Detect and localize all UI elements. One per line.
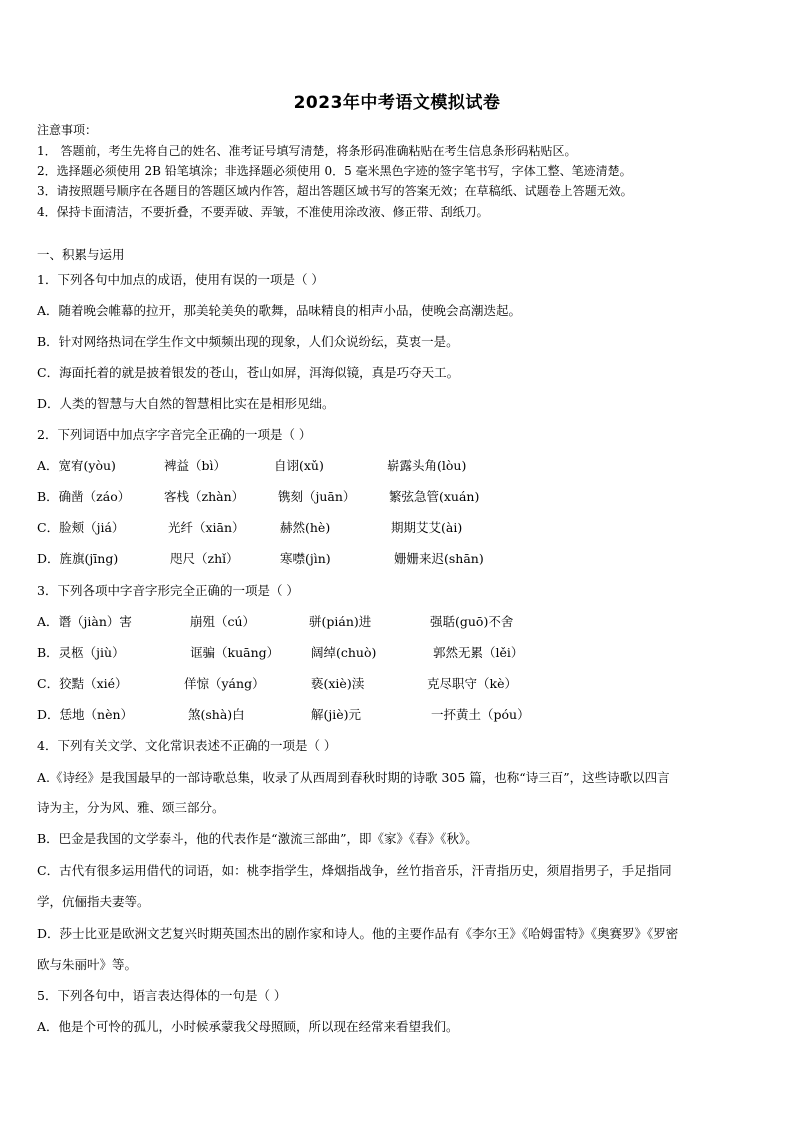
q2-d-word-3: 寒噤(jìn): [280, 551, 331, 566]
q2-a-word-3: 自诩(xǔ): [274, 458, 324, 473]
q2-a-word-1: A．宽宥(yòu): [37, 458, 116, 473]
notice-item-3: 3．请按照题号顺序在各题目的答题区域内作答，超出答题区域书写的答案无效；在草稿纸、试题卷上答题无效。: [37, 184, 633, 198]
q3-d-word-2: 煞(shà)白: [188, 707, 245, 722]
q3-d-word-1: D．恁地（nèn）: [37, 707, 134, 722]
q2-b-word-2: 客栈（zhàn）: [164, 489, 245, 504]
q1-option-a: A．随着晚会帷幕的拉开，那美轮美奂的歌舞，品味精良的相声小品，使晚会高潮迭起。: [37, 303, 522, 318]
q2-stem: 2．下列词语中加点字字音完全正确的一项是（ ）: [37, 427, 312, 442]
q3-c-word-3: 亵(xiè)渎: [311, 676, 365, 691]
q4-option-d-line-1: D．莎士比亚是欧洲文艺复兴时期英国杰出的剧作家和诗人。他的主要作品有《李尔王》《哈姆雷特》《奥赛罗》《罗密: [37, 926, 679, 941]
q3-b-word-3: 阔绰(chuò): [311, 645, 377, 660]
q3-b-word-2: 诓骗（kuāng）: [190, 645, 280, 660]
q3-d-word-4: 一抔黄土（póu）: [431, 707, 530, 722]
q2-c-word-3: 赫然(hè): [280, 520, 331, 535]
q4-option-c-line-2: 学，伉俪指夫妻等。: [37, 894, 150, 909]
q3-stem: 3．下列各项中字音字形完全正确的一项是（ ）: [37, 583, 299, 598]
q3-a-word-2: 崩殂（cú）: [190, 614, 256, 629]
notice-item-2: 2．选择题必须使用 2B 铅笔填涂；非选择题必须使用 0．5 毫米黑色字迹的签字笔书写，字体工整、笔迹清楚。: [37, 164, 632, 178]
q2-a-word-4: 崭露头角(lòu): [387, 458, 467, 473]
q3-b-word-4: 郭然无累（lěi）: [433, 645, 524, 660]
q3-a-word-4: 强聒(guō)不舍: [430, 614, 514, 629]
q2-a-word-2: 裨益（bì）: [164, 458, 226, 473]
q5-option-a: A．他是个可怜的孤儿，小时候承蒙我父母照顾，所以现在经常来看望我们。: [37, 1019, 459, 1034]
q3-a-word-3: 骈(pián)进: [309, 614, 372, 629]
notice-item-1: 1． 答题前，考生先将自己的姓名、准考证号填写清楚，将条形码准确粘贴在考生信息条形码粘贴区。: [37, 144, 577, 158]
q1-option-c: C．海面托着的就是披着银发的苍山，苍山如屏，洱海似镜，真是巧夺天工。: [37, 365, 460, 380]
q4-stem: 4．下列有关文学、文化常识表述不正确的一项是（ ）: [37, 738, 337, 753]
section-heading: 一、积累与运用: [37, 247, 125, 262]
q3-c-word-1: C．狡黠（xié）: [37, 676, 128, 691]
q2-c-word-4: 期期艾艾(ài): [391, 520, 463, 535]
q3-b-word-1: B．灵柩（jiù）: [37, 645, 125, 660]
q2-d-word-4: 姗姗来迟(shān): [394, 551, 484, 566]
q2-c-word-1: C．脸颊（jiá）: [37, 520, 125, 535]
q2-d-word-1: D．旌旗(jīng): [37, 551, 119, 566]
notice-item-4: 4．保持卡面清洁，不要折叠，不要弄破、弄皱，不准使用涂改液、修正带、刮纸刀。: [37, 205, 489, 219]
q1-stem: 1．下列各句中加点的成语，使用有误的一项是（ ）: [37, 272, 324, 287]
q4-option-a-line-1: A.《诗经》是我国最早的一部诗歌总集，收录了从西周到春秋时期的诗歌 305 篇，也称“诗三百”，这些诗歌以四言: [37, 770, 670, 785]
q1-option-b: B．针对网络热词在学生作文中频频出现的现象，人们众说纷纭，莫衷一是。: [37, 334, 459, 349]
q3-c-word-4: 克尽职守（kè）: [427, 676, 517, 691]
q3-d-word-3: 解(jiè)元: [311, 707, 362, 722]
notice-heading: 注意事项：: [37, 123, 98, 137]
q2-c-word-2: 光纤（xiān）: [168, 520, 245, 535]
q2-b-word-4: 繁弦急管(xuán): [389, 489, 480, 504]
page-title: 2023年中考语文模拟试卷: [293, 93, 501, 113]
q4-option-a-line-2: 诗为主，分为风、雅、颂三部分。: [37, 800, 225, 815]
q3-a-word-1: A．谮（jiàn）害: [37, 614, 132, 629]
q4-option-d-line-2: 欧与朱丽叶》等。: [37, 957, 138, 972]
q1-option-d: D．人类的智慧与大自然的智慧相比实在是相形见绌。: [37, 396, 335, 411]
q5-stem: 5．下列各句中，语言表达得体的一句是（ ）: [37, 988, 287, 1003]
q4-option-c-line-1: C．古代有很多运用借代的词语，如：桃李指学生，烽烟指战争，丝竹指音乐，汗青指历史，须眉指男子，手足指同: [37, 863, 672, 878]
q4-option-b: B．巴金是我国的文学泰斗，他的代表作是“激流三部曲”，即《家》《春》《秋》。: [37, 831, 478, 846]
q2-b-word-3: 镌刻（juān）: [278, 489, 356, 504]
q2-d-word-2: 咫尺（zhǐ）: [170, 551, 239, 566]
q2-b-word-1: B．确凿（záo）: [37, 489, 131, 504]
q3-c-word-2: 佯惊（yáng）: [184, 676, 265, 691]
